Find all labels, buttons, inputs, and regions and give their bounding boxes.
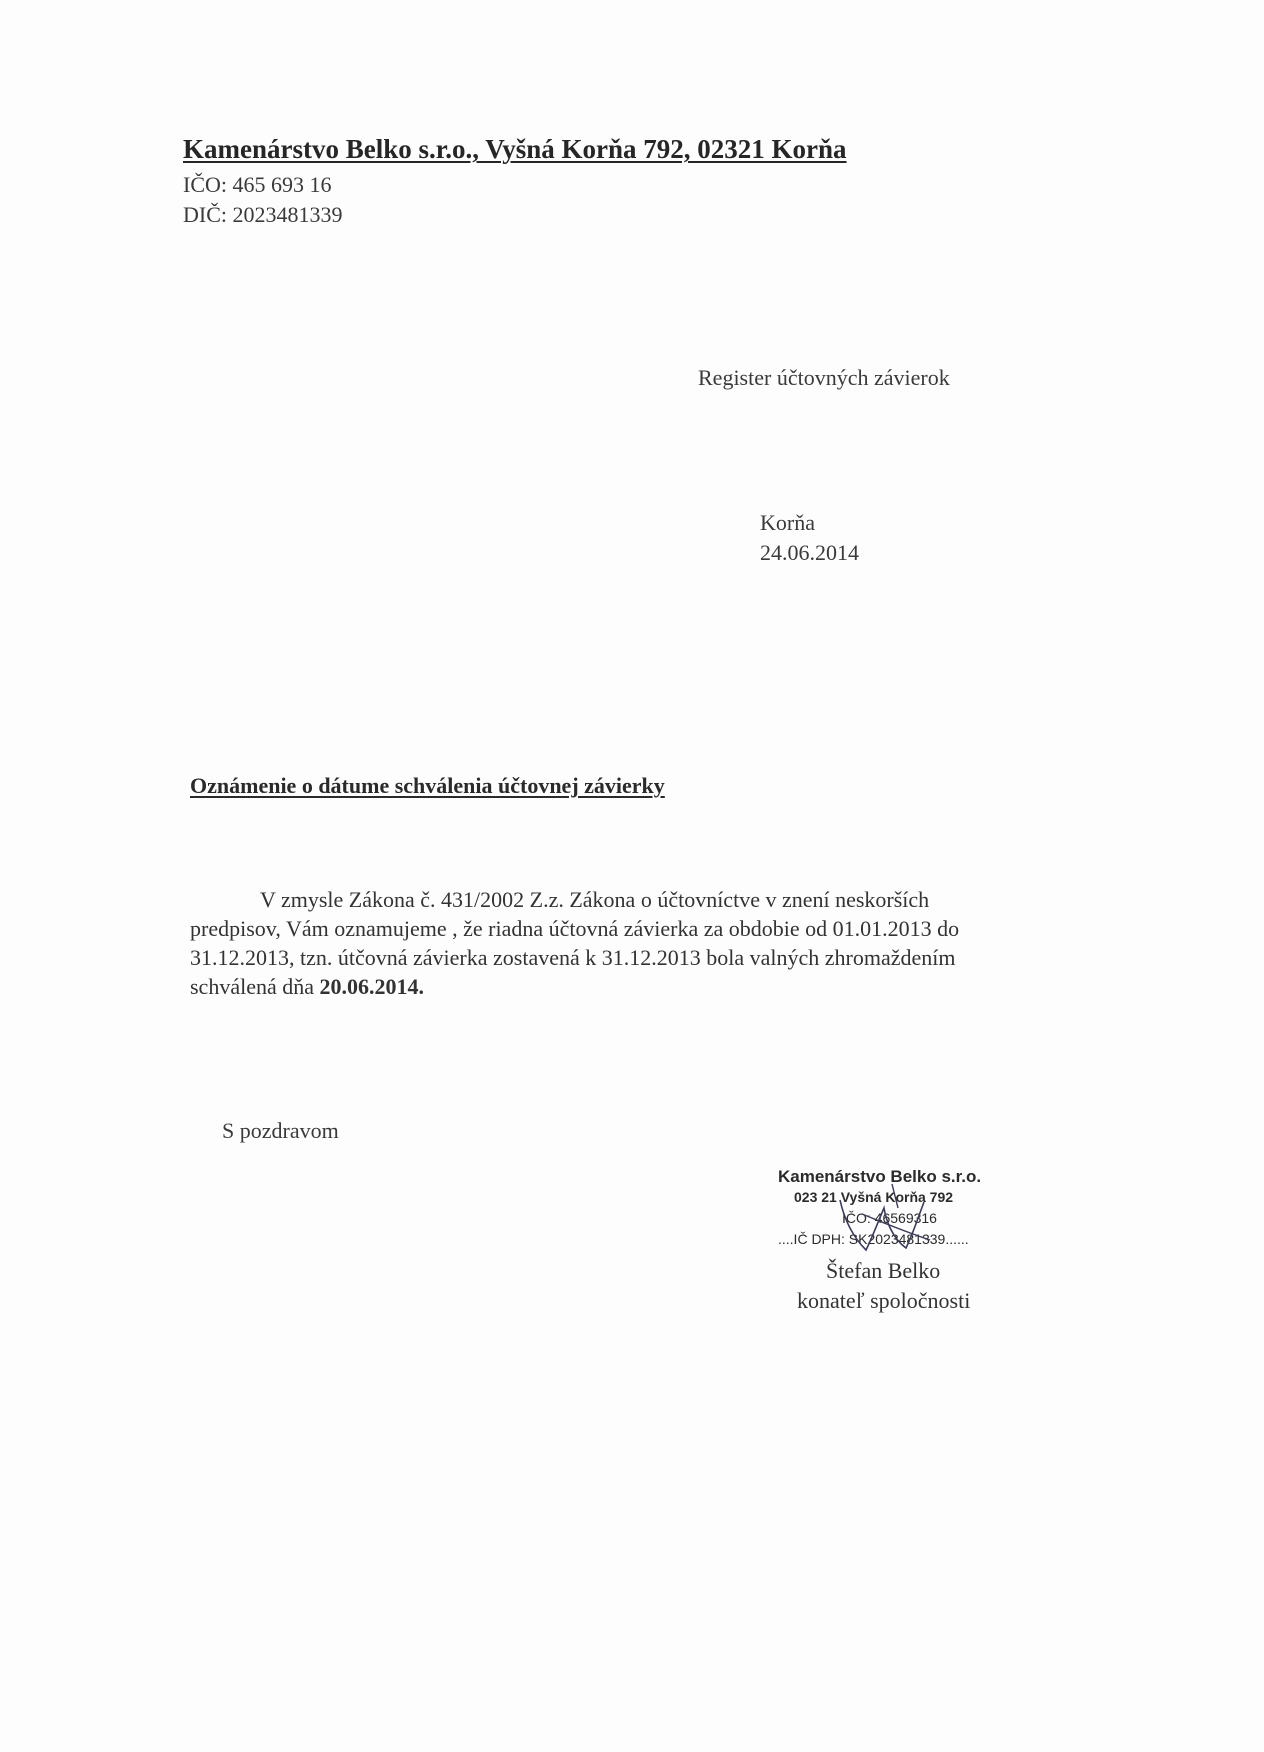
letter-date: 24.06.2014 <box>760 540 859 565</box>
body-line-1: V zmysle Zákona č. 431/2002 Z.z. Zákona o účtovníctve v znení neskorších <box>260 887 930 912</box>
company-ico: IČO: 465 693 16 <box>183 172 332 197</box>
body-line-2: predpisov, Vám oznamujeme , že riadna účtovná závierka za obdobie od 01.01.2013 do <box>190 916 960 941</box>
approval-date: 20.06.2014. <box>319 974 424 999</box>
stamp-dph: ....IČ DPH: SK2023481339...... <box>778 1231 969 1247</box>
greeting: S pozdravom <box>222 1118 339 1143</box>
stamp-company-name: Kamenárstvo Belko s.r.o. <box>778 1167 982 1186</box>
handwritten-signature <box>822 1178 952 1268</box>
body-line-4 <box>190 972 1070 1001</box>
recipient: Register účtovných závierok <box>698 365 950 390</box>
body-line-3: 31.12.2013, tzn. útčovná závierka zostavená k 31.12.2013 bola valných zhromaždením <box>190 945 956 970</box>
signature-stroke-3 <box>892 1184 898 1208</box>
stamp-ico: IČO: 46569316 <box>842 1210 937 1226</box>
stamp-address: 023 21 Vyšná Korňa 792 <box>794 1189 954 1205</box>
signer-name: Štefan Belko <box>826 1258 941 1283</box>
company-dic: DIČ: 2023481339 <box>183 202 343 227</box>
approval-date-prefix: schválená dňa <box>190 974 320 999</box>
signer-role: konateľ spoločnosti <box>797 1288 971 1313</box>
company-header: Kamenárstvo Belko s.r.o., Vyšná Korňa 792, 02321 Korňa <box>183 134 847 164</box>
letter-subject: Oznámenie o dátume schválenia účtovnej závierky <box>190 773 665 798</box>
letter-place: Korňa <box>760 510 815 535</box>
signature-stroke-1 <box>840 1200 924 1250</box>
letter-body <box>190 885 1070 1001</box>
